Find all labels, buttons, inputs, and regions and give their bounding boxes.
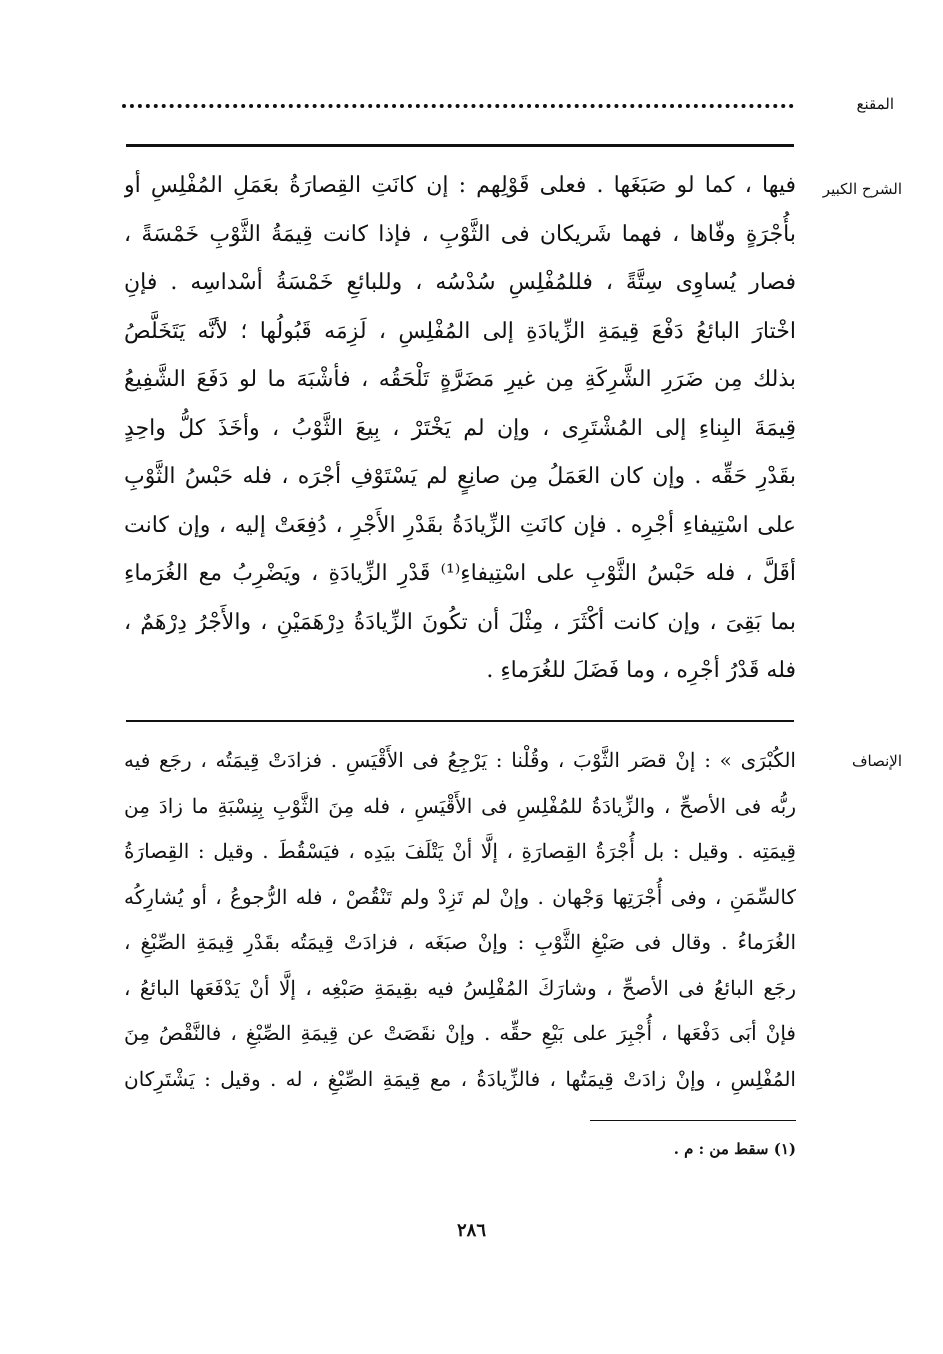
text-line: فيها ، كما لو صَبَغَها . فعلى قَوْلِهم : إن كانَتِ القِصارَةُ بعَمَلِ المُفْلِسِ أو [124, 173, 796, 198]
running-header-title: المقنع [856, 95, 894, 113]
text-line: بذلك مِن ضَرَرِ الشَّرِكَةِ مِن غيرِ مَضَرَّةٍ تَلْحَقُه ، فأشْبَهَ ما لو دَفَعَ الشَّفِيعُ [124, 367, 796, 392]
page-number: ٢٨٦ [456, 1220, 486, 1241]
text-line: اخْتارَ البائعُ دَفْعَ قِيمَةِ الزِّيادَةِ إلى المُفْلِسِ ، لَزِمَه قَبُولُها ؛ لأنَّه يَتَخَلَّصُ [124, 318, 796, 344]
text-line: فله قَدْرُ أجْرِه ، وما فَضَلَ للغُرَماءِ . [486, 658, 796, 683]
text-line: فإنْ أبَى دَفْعَها ، أُجْبِرَ على بَيْعِ حقِّه . وإنْ نقَصَتْ عن قِيمَةِ الصِّبْغِ ، فالنَّقْصُ مِنَ [124, 1021, 796, 1045]
footnote-rule [590, 1120, 796, 1121]
section-divider [126, 720, 794, 722]
text-line: بأُجْرَةٍ وفّاها ، فهما شَريكان فى الثَّوْبِ ، فإذا كانت قِيمَةُ الثَّوْبِ خَمْسَةً ، [124, 221, 796, 247]
text-line: بقَدْرِ حَقِّه . وإن كان العَمَلُ مِن صانِعٍ لم يَسْتَوْفِ أجْرَه ، فله حَبْسُ الثَّوْبِ [124, 464, 796, 489]
text-line: فصار يُساوِى سِتَّةً ، فللمُفْلِسِ سُدْسُه ، وللبائعِ خَمْسَةُ أسْداسِه . فإنِ [124, 270, 796, 295]
text-line: أقَلَّ ، فله حَبْسُ الثَّوْبِ على اسْتِيفاءِ⁽¹⁾ قَدْرِ الزِّيادَةِ ، ويَضْرِبُ مع الغُرَماءِ [124, 561, 796, 586]
text-line: الكُبْرَى » : إنْ قصَر الثَّوْبَ ، وقُلْنا : يَرْجِعُ فى الأَقْيَسِ . فزادَتْ قِيمَتُه ، رجَع فيه [124, 748, 796, 772]
text-line: المُفْلِسِ ، وإنْ زادَتْ قِيمَتُها ، فالزِّيادَةُ ، مع قِيمَةِ الصِّبْغِ ، له . وقيل : يَشْتَرِكان [124, 1066, 796, 1091]
text-line: كالسِّمَنِ ، وفى أُجْرَتِها وَجْهان . وإنْ لم تَزِدْ ولم تَنْقُصْ ، فله الرُّجوعُ ، أو يُشارِكُه [124, 884, 796, 909]
text-line: ربُّه فى الأصحِّ ، والزِّيادَةُ للمُفْلِسِ فى الأَقْيَسِ ، فله مِنَ الثَّوْبِ بِنِسْبَةِ ما زادَ مِن [124, 793, 796, 818]
text-line: قِيمَةَ البِناءِ إلى المُشْتَرِى ، وإن لم يَخْتَرْ ، بِيعَ الثَّوْبُ ، وأخَذَ كلُّ واحِدٍ [124, 415, 796, 441]
text-line: قِيمَتِه . وقيل : بل أُجْرَةُ القِصارَةِ ، إلَّا أنْ يَتْلَفَ بيَدِه ، فيَسْقُطَ . وقيل : القِصارَةُ [124, 839, 796, 863]
section-label-sharh: الشرح الكبير [822, 180, 902, 198]
footnote: (١) سقط من : م . [673, 1140, 796, 1158]
section-label-insaf: الإنصاف [851, 752, 902, 770]
text-line: على اسْتِيفاءِ أجْرِه . فإن كانَتِ الزِّيادَةُ بقَدْرِ الأَجْرِ ، دُفِعَتْ إليه ، وإن كانت [124, 512, 796, 538]
text-line: الغُرَماءُ . وقال فى صَبْغِ الثَّوْبِ : وإنْ صبَغَه ، فزادَتْ قِيمَتُه بقَدْرِ قِيمَةِ الصِّبْغِ ، [124, 930, 796, 954]
header-dotted-leader [122, 104, 794, 108]
text-line: رجَع البائعُ فى الأصحِّ ، وشارَكَ المُفْلِسُ فيه بقِيمَةِ صَبْغِه ، إلَّا أنْ يَدْفَعَها البائعُ ، [124, 975, 796, 1000]
header-rule [126, 144, 794, 147]
text-line: بما بَقِىَ ، وإن كانت أكْثَرَ ، مِثْلَ أن تكُونَ الزِّيادَةُ دِرْهَمَيْنِ ، والأَجْرُ دِرْهَمٌ ، [124, 609, 796, 635]
